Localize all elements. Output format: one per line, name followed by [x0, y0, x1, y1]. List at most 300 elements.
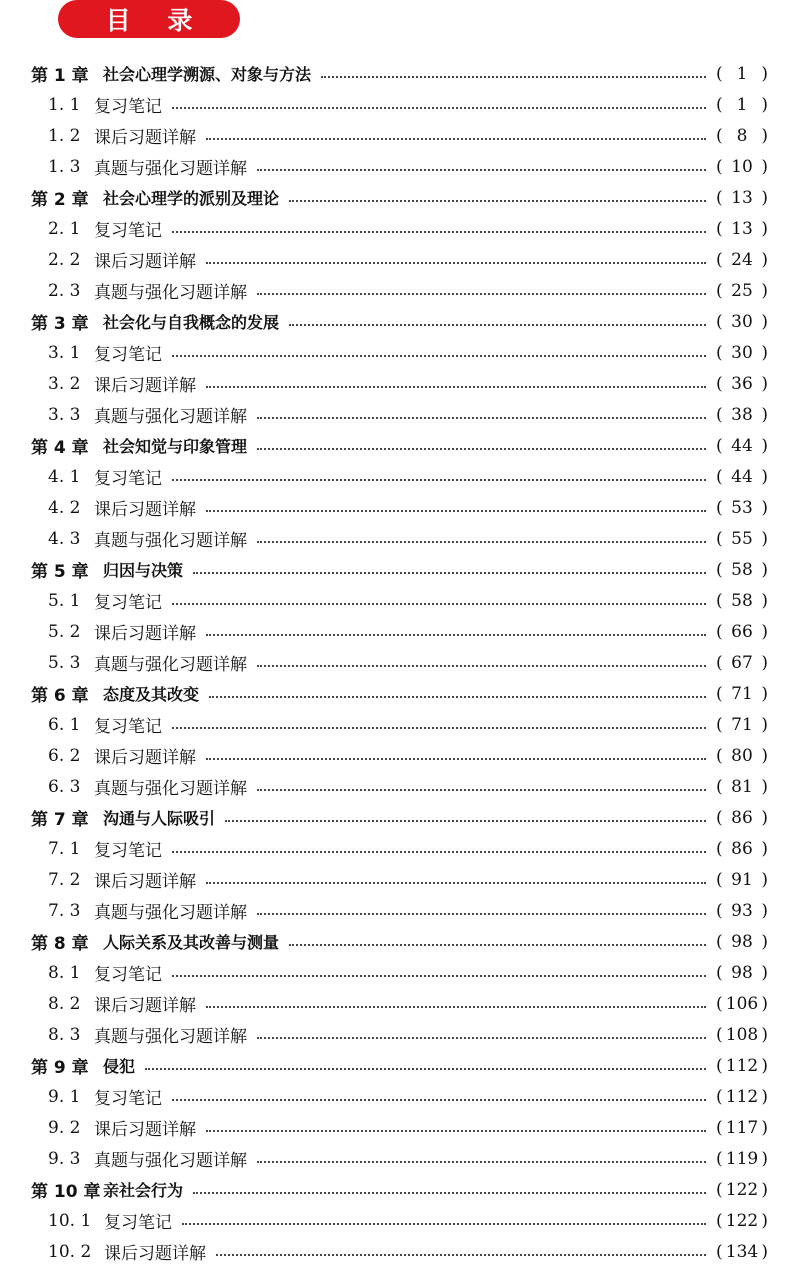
open-paren: (: [716, 63, 723, 84]
page-number: [716, 746, 768, 766]
dot-leader: [321, 76, 706, 78]
dot-leader: [206, 138, 706, 140]
section-title: 课后习题详解: [94, 624, 196, 644]
dot-leader: [257, 293, 706, 295]
open-paren: (: [716, 590, 723, 611]
toc-chapter-row[interactable]: [0, 1174, 790, 1205]
toc-chapter-row[interactable]: [0, 554, 790, 585]
open-paren: (: [716, 311, 723, 332]
section-title: 真题与强化习题详解: [94, 407, 247, 427]
section-title: 课后习题详解: [94, 376, 196, 396]
close-paren: ): [761, 125, 768, 146]
page-value: 30: [731, 342, 753, 363]
close-paren: ): [761, 249, 768, 270]
toc-chapter-row[interactable]: [0, 430, 790, 461]
dot-leader: [206, 386, 706, 388]
open-paren: (: [716, 1117, 723, 1138]
page-value: 1: [736, 63, 748, 84]
page-number: [716, 343, 768, 363]
section-title: 复习笔记: [94, 221, 162, 241]
toc-section-row[interactable]: [0, 1143, 790, 1174]
open-paren: (: [716, 652, 723, 673]
chapter-number: 第 2 章: [31, 190, 89, 210]
page-value: 1: [736, 94, 748, 115]
toc-section-row[interactable]: [0, 616, 790, 647]
close-paren: ): [761, 466, 768, 487]
section-number: 5. 2: [48, 621, 81, 642]
page-value: 112: [725, 1055, 759, 1076]
open-paren: (: [716, 435, 723, 456]
open-paren: (: [716, 1241, 723, 1262]
dot-leader: [172, 479, 706, 481]
page-value: 93: [731, 900, 753, 921]
open-paren: (: [716, 559, 723, 580]
dot-leader: [206, 634, 706, 636]
chapter-number: 第 10 章: [31, 1182, 101, 1202]
page-value: 58: [731, 559, 753, 580]
open-paren: (: [716, 1055, 723, 1076]
page-number: [716, 591, 768, 611]
open-paren: (: [716, 869, 723, 890]
section-number: 4. 1: [48, 466, 81, 487]
page-number: [716, 901, 768, 921]
section-title: 课后习题详解: [104, 1244, 206, 1264]
open-paren: (: [716, 94, 723, 115]
close-paren: ): [761, 156, 768, 177]
toc-section-row[interactable]: [0, 368, 790, 399]
page-number: [716, 1242, 768, 1262]
section-number: 9. 2: [48, 1117, 81, 1138]
open-paren: (: [716, 900, 723, 921]
close-paren: ): [761, 962, 768, 983]
section-number: 10. 1: [48, 1210, 92, 1231]
open-paren: (: [716, 156, 723, 177]
open-paren: (: [716, 187, 723, 208]
chapter-title: 社会化与自我概念的发展: [103, 313, 280, 332]
page-number: [716, 405, 768, 425]
toc-section-row[interactable]: [0, 740, 790, 771]
open-paren: (: [716, 621, 723, 642]
section-title: 真题与强化习题详解: [94, 779, 247, 799]
section-title: 课后习题详解: [94, 996, 196, 1016]
page-value: 10: [731, 156, 753, 177]
section-number: 8. 2: [48, 993, 81, 1014]
dot-leader: [209, 696, 706, 698]
page-number: [716, 684, 768, 704]
page-number: [716, 1180, 768, 1200]
section-number: 9. 3: [48, 1148, 81, 1169]
section-number: 2. 3: [48, 280, 81, 301]
toc-section-row[interactable]: [0, 1081, 790, 1112]
section-title: 课后习题详解: [94, 748, 196, 768]
section-title: 复习笔记: [94, 841, 162, 861]
dot-leader: [289, 200, 706, 202]
section-title: 真题与强化习题详解: [94, 159, 247, 179]
page-value: 86: [731, 807, 753, 828]
close-paren: ): [761, 63, 768, 84]
section-title: 复习笔记: [94, 97, 162, 117]
close-paren: ): [761, 280, 768, 301]
chapter-title: 人际关系及其改善与测量: [103, 933, 280, 952]
page-number: [716, 622, 768, 642]
close-paren: ): [761, 776, 768, 797]
page-value: 58: [731, 590, 753, 611]
dot-leader: [257, 1161, 706, 1163]
dot-leader: [206, 758, 706, 760]
close-paren: ): [761, 869, 768, 890]
section-number: 6. 3: [48, 776, 81, 797]
open-paren: (: [716, 404, 723, 425]
dot-leader: [145, 1068, 706, 1070]
close-paren: ): [761, 218, 768, 239]
page-number: [716, 715, 768, 735]
page-number: [716, 157, 768, 177]
section-title: 课后习题详解: [94, 1120, 196, 1140]
toc-chapter-row[interactable]: [0, 182, 790, 213]
toc-section-row[interactable]: [0, 492, 790, 523]
toc-section-row[interactable]: [0, 647, 790, 678]
page-number: [716, 64, 768, 84]
dot-leader: [257, 1037, 706, 1039]
dot-leader: [172, 1099, 706, 1101]
close-paren: ): [761, 1179, 768, 1200]
page-number: [716, 1118, 768, 1138]
page-value: 91: [731, 869, 753, 890]
open-paren: (: [716, 1086, 723, 1107]
page-value: 38: [731, 404, 753, 425]
section-title: 真题与强化习题详解: [94, 1151, 247, 1171]
section-number: 1. 2: [48, 125, 81, 146]
section-number: 8. 3: [48, 1024, 81, 1045]
page-number: [716, 839, 768, 859]
dot-leader: [193, 1192, 706, 1194]
close-paren: ): [761, 652, 768, 673]
table-of-contents: [0, 58, 790, 1267]
close-paren: ): [761, 1210, 768, 1231]
close-paren: ): [761, 404, 768, 425]
section-number: 5. 1: [48, 590, 81, 611]
close-paren: ): [761, 1024, 768, 1045]
page-value: 112: [725, 1086, 759, 1107]
close-paren: ): [761, 621, 768, 642]
chapter-number: 第 8 章: [31, 934, 89, 954]
page-value: 117: [725, 1117, 759, 1138]
open-paren: (: [716, 714, 723, 735]
close-paren: ): [761, 1148, 768, 1169]
dot-leader: [172, 355, 706, 357]
section-title: 复习笔记: [94, 717, 162, 737]
section-number: 7. 3: [48, 900, 81, 921]
open-paren: (: [716, 683, 723, 704]
dot-leader: [257, 789, 706, 791]
dot-leader: [257, 665, 706, 667]
page-number: [716, 1025, 768, 1045]
close-paren: ): [761, 559, 768, 580]
page-number: [716, 777, 768, 797]
dot-leader: [257, 417, 706, 419]
toc-section-row[interactable]: [0, 244, 790, 275]
open-paren: (: [716, 745, 723, 766]
close-paren: ): [761, 993, 768, 1014]
chapter-title: 社会心理学的派别及理论: [103, 189, 280, 208]
dot-leader: [172, 975, 706, 977]
section-number: 6. 1: [48, 714, 81, 735]
close-paren: ): [761, 311, 768, 332]
dot-leader: [206, 262, 706, 264]
close-paren: ): [761, 1086, 768, 1107]
chapter-title: 侵犯: [103, 1057, 136, 1076]
section-number: 1. 3: [48, 156, 81, 177]
page-value: 8: [736, 125, 748, 146]
page-value: 66: [731, 621, 753, 642]
toc-chapter-row[interactable]: [0, 58, 790, 89]
close-paren: ): [761, 342, 768, 363]
page-number: [716, 994, 768, 1014]
page-number: [716, 95, 768, 115]
dot-leader: [182, 1223, 706, 1225]
section-number: 4. 3: [48, 528, 81, 549]
dot-leader: [172, 107, 706, 109]
page-number: [716, 126, 768, 146]
chapter-title: 亲社会行为: [103, 1181, 184, 1200]
toc-chapter-row[interactable]: [0, 802, 790, 833]
toc-section-row[interactable]: [0, 771, 790, 802]
dot-leader: [206, 1130, 706, 1132]
toc-section-row[interactable]: [0, 213, 790, 244]
toc-section-row[interactable]: [0, 833, 790, 864]
page-value: 44: [731, 435, 753, 456]
section-title: 复习笔记: [94, 965, 162, 985]
toc-section-row[interactable]: [0, 1019, 790, 1050]
toc-chapter-row[interactable]: [0, 306, 790, 337]
section-title: 复习笔记: [94, 593, 162, 613]
section-number: 9. 1: [48, 1086, 81, 1107]
close-paren: ): [761, 683, 768, 704]
section-title: 复习笔记: [94, 469, 162, 489]
open-paren: (: [716, 497, 723, 518]
page-value: 36: [731, 373, 753, 394]
page-value: 106: [725, 993, 759, 1014]
chapter-number: 第 1 章: [31, 66, 89, 86]
close-paren: ): [761, 1055, 768, 1076]
section-number: 2. 1: [48, 218, 81, 239]
dot-leader: [257, 448, 706, 450]
page-value: 53: [731, 497, 753, 518]
page-number: [716, 281, 768, 301]
toc-section-row[interactable]: [0, 151, 790, 182]
close-paren: ): [761, 187, 768, 208]
chapter-title: 社会心理学溯源、对象与方法: [103, 65, 312, 84]
page-number: [716, 1056, 768, 1076]
section-title: 真题与强化习题详解: [94, 531, 247, 551]
page-value: 67: [731, 652, 753, 673]
chapter-number: 第 5 章: [31, 562, 89, 582]
page-number: [716, 653, 768, 673]
page-number: [716, 560, 768, 580]
page-value: 71: [731, 714, 753, 735]
dot-leader: [289, 324, 706, 326]
open-paren: (: [716, 528, 723, 549]
page-value: 55: [731, 528, 753, 549]
page-number: [716, 188, 768, 208]
toc-section-row[interactable]: [0, 1236, 790, 1267]
close-paren: ): [761, 373, 768, 394]
section-number: 3. 1: [48, 342, 81, 363]
open-paren: (: [716, 993, 723, 1014]
toc-section-row[interactable]: [0, 461, 790, 492]
page-value: 24: [731, 249, 753, 270]
toc-title-badge: [58, 0, 240, 38]
dot-leader: [206, 882, 706, 884]
page-number: [716, 808, 768, 828]
page-value: 86: [731, 838, 753, 859]
section-number: 1. 1: [48, 94, 81, 115]
page-number: [716, 312, 768, 332]
toc-section-row[interactable]: [0, 988, 790, 1019]
page-number: [716, 1211, 768, 1231]
page-number: [716, 529, 768, 549]
open-paren: (: [716, 1210, 723, 1231]
page-value: 122: [725, 1179, 759, 1200]
dot-leader: [257, 913, 706, 915]
toc-section-row[interactable]: [0, 523, 790, 554]
dot-leader: [172, 603, 706, 605]
toc-section-row[interactable]: [0, 864, 790, 895]
dot-leader: [206, 1006, 706, 1008]
toc-section-row[interactable]: [0, 120, 790, 151]
page-value: 119: [725, 1148, 759, 1169]
toc-section-row[interactable]: [0, 399, 790, 430]
section-title: 课后习题详解: [94, 500, 196, 520]
section-title: 复习笔记: [94, 345, 162, 365]
open-paren: (: [716, 466, 723, 487]
section-title: 复习笔记: [104, 1213, 172, 1233]
page-value: 122: [725, 1210, 759, 1231]
page-value: 98: [731, 962, 753, 983]
toc-section-row[interactable]: [0, 709, 790, 740]
close-paren: ): [761, 900, 768, 921]
dot-leader: [172, 727, 706, 729]
section-title: 真题与强化习题详解: [94, 655, 247, 675]
chapter-title: 沟通与人际吸引: [103, 809, 216, 828]
open-paren: (: [716, 807, 723, 828]
dot-leader: [206, 510, 706, 512]
close-paren: ): [761, 1241, 768, 1262]
section-title: 真题与强化习题详解: [94, 1027, 247, 1047]
close-paren: ): [761, 745, 768, 766]
dot-leader: [257, 541, 706, 543]
section-number: 2. 2: [48, 249, 81, 270]
close-paren: ): [761, 931, 768, 952]
page-value: 30: [731, 311, 753, 332]
dot-leader: [257, 169, 706, 171]
dot-leader: [289, 944, 706, 946]
page-value: 81: [731, 776, 753, 797]
chapter-number: 第 7 章: [31, 810, 89, 830]
page-number: [716, 1087, 768, 1107]
section-number: 3. 2: [48, 373, 81, 394]
close-paren: ): [761, 807, 768, 828]
section-number: 10. 2: [48, 1241, 92, 1262]
page-title: 目 录: [105, 6, 207, 35]
toc-section-row[interactable]: [0, 275, 790, 306]
toc-section-row[interactable]: [0, 585, 790, 616]
section-number: 3. 3: [48, 404, 81, 425]
section-number: 7. 1: [48, 838, 81, 859]
page-number: [716, 467, 768, 487]
toc-chapter-row[interactable]: [0, 678, 790, 709]
page-value: 80: [731, 745, 753, 766]
page-number: [716, 870, 768, 890]
section-title: 复习笔记: [94, 1089, 162, 1109]
chapter-number: 第 3 章: [31, 314, 89, 334]
open-paren: (: [716, 776, 723, 797]
open-paren: (: [716, 280, 723, 301]
close-paren: ): [761, 714, 768, 735]
close-paren: ): [761, 838, 768, 859]
toc-section-row[interactable]: [0, 895, 790, 926]
page-value: 13: [731, 218, 753, 239]
close-paren: ): [761, 590, 768, 611]
section-title: 课后习题详解: [94, 252, 196, 272]
page-number: [716, 932, 768, 952]
section-number: 4. 2: [48, 497, 81, 518]
chapter-number: 第 6 章: [31, 686, 89, 706]
chapter-title: 态度及其改变: [103, 685, 200, 704]
chapter-number: 第 4 章: [31, 438, 89, 458]
dot-leader: [172, 231, 706, 233]
chapter-title: 归因与决策: [103, 561, 184, 580]
open-paren: (: [716, 962, 723, 983]
dot-leader: [216, 1254, 706, 1256]
close-paren: ): [761, 528, 768, 549]
page-number: [716, 498, 768, 518]
open-paren: (: [716, 1148, 723, 1169]
open-paren: (: [716, 218, 723, 239]
page-number: [716, 963, 768, 983]
page-number: [716, 374, 768, 394]
section-title: 课后习题详解: [94, 128, 196, 148]
close-paren: ): [761, 497, 768, 518]
open-paren: (: [716, 249, 723, 270]
toc-section-row[interactable]: [0, 89, 790, 120]
page-number: [716, 219, 768, 239]
toc-section-row[interactable]: [0, 957, 790, 988]
open-paren: (: [716, 125, 723, 146]
page-number: [716, 436, 768, 456]
section-title: 真题与强化习题详解: [94, 283, 247, 303]
open-paren: (: [716, 1024, 723, 1045]
dot-leader: [193, 572, 706, 574]
dot-leader: [225, 820, 706, 822]
toc-section-row[interactable]: [0, 1205, 790, 1236]
section-title: 真题与强化习题详解: [94, 903, 247, 923]
open-paren: (: [716, 342, 723, 363]
close-paren: ): [761, 94, 768, 115]
toc-section-row[interactable]: [0, 337, 790, 368]
page-value: 13: [731, 187, 753, 208]
page-value: 71: [731, 683, 753, 704]
toc-chapter-row[interactable]: [0, 1050, 790, 1081]
section-number: 8. 1: [48, 962, 81, 983]
chapter-title: 社会知觉与印象管理: [103, 437, 248, 456]
toc-chapter-row[interactable]: [0, 926, 790, 957]
toc-section-row[interactable]: [0, 1112, 790, 1143]
section-number: 6. 2: [48, 745, 81, 766]
dot-leader: [172, 851, 706, 853]
page-value: 44: [731, 466, 753, 487]
page-number: [716, 250, 768, 270]
